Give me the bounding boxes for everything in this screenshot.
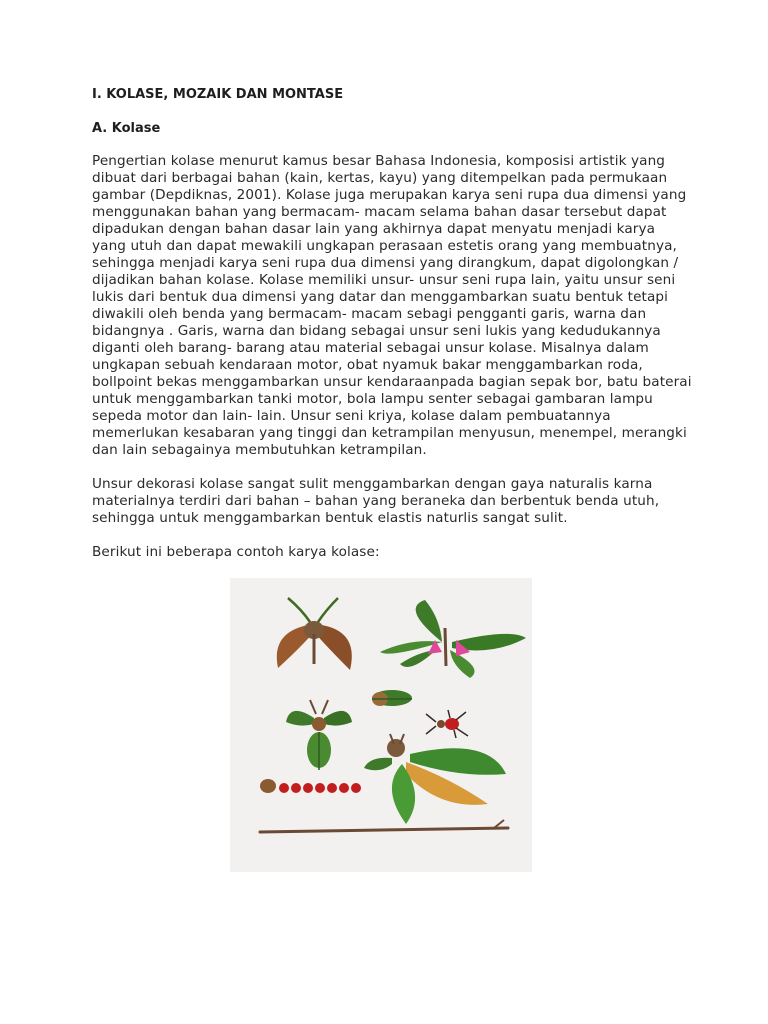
collage-photo (230, 578, 532, 872)
green-butterfly-collage (380, 600, 526, 678)
brown-moth-collage (277, 598, 352, 670)
paragraph-examples-intro: Berikut ini beberapa contoh karya kolase: (92, 544, 380, 560)
leaf-butterfly-large-collage (364, 734, 506, 824)
document-heading: I. KOLASE, MOZAIK DAN MONTASE (92, 87, 344, 102)
paragraph-decoration: Unsur dekorasi kolase sangat sulit menggambarkan dengan gaya naturalis karna materialnya terdiri dari bahan – bahan yang beraneka dan berbentuk benda utuh, sehingga untuk menggambarkan bentuk elastis naturlis sangat sulit. (92, 476, 660, 526)
document-body (92, 86, 692, 578)
berry-caterpillar-collage (260, 779, 361, 793)
twig-collage (260, 820, 508, 832)
paragraph-definition: Pengertian kolase menurut kamus besar Bahasa Indonesia, komposisi artistik yang dibuat dari berbagai bahan (kain, kertas, kayu) yang ditempelkan pada permukaan gambar (Depdiknas, 2001). Kolase juga merupakan karya seni rupa dua dimensi yang menggunakan bahan yang bermacam- macam selama bahan dasar tersebut dapat dipadukan dengan bahan dasar lain yang akhirnya dapat menyatu menjadi karya yang utuh dan dapat mewakili ungkapan perasaan estetis orang yang membuatnya, sehingga menjadi karya seni rupa dua dimensi yang dirangkum, dapat digolongkan / dijadikan bahan kolase. Kolase memiliki unsur- unsur seni rupa lain, yaitu unsur seni lukis dari bentuk dua dimensi yang datar dan menggambarkan suatu bentuk tetapi diwakili oleh benda yang bermacam- macam sebagi pengganti garis, warna dan bidangnya . Garis, warna dan bidang sebagai unsur seni lukis yang kedudukannya diganti oleh barang- barang atau material sebagai unsur kolase. Misalnya dalam ungkapan sebuah kendaraan motor, obat nyamuk bakar menggambarkan roda, bollpoint bekas menggambarkan unsur kendaraanpada bagian sepak bor, batu baterai untuk menggambarkan tanki motor, bola lampu senter sebagai gambaran lampu sepeda motor dan lain- lain. Unsur seni kriya, kolase dalam pembuatannya memerlukan kesabaran yang tinggi dan ketrampilan menyusun, menempel, merangki dan lain sebagainya membutuhkan ketrampilan. (92, 153, 692, 458)
section-heading: A. Kolase (92, 121, 161, 136)
collage-illustration (230, 578, 532, 872)
fly-collage (286, 700, 352, 770)
small-beetle-collage (372, 690, 412, 706)
red-ant-collage (426, 710, 468, 738)
